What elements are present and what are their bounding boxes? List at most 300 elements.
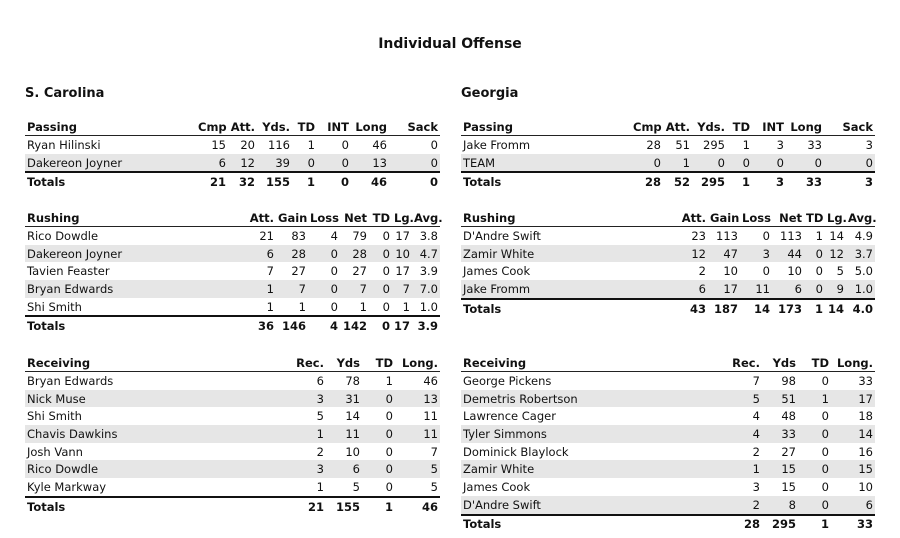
total-cell: 17 <box>392 316 412 335</box>
total-cell: 4.0 <box>846 299 875 318</box>
rushing-table-right <box>461 210 875 317</box>
stat-cell: 0 <box>815 264 823 279</box>
stat-cell: 33 <box>858 373 873 388</box>
stat-cell: 28 <box>276 245 308 263</box>
team-name-left: S. Carolina <box>25 86 105 101</box>
stat-cell: 6 <box>658 280 708 299</box>
column-header: Gain <box>710 211 740 225</box>
total-cell: 33 <box>831 515 875 534</box>
player-name: George Pickens <box>463 373 552 388</box>
stat-cell: 3 <box>740 245 772 263</box>
stat-cell: 13 <box>351 154 389 173</box>
passing-table-left <box>25 119 440 191</box>
stat-cell: 15 <box>831 460 875 478</box>
total-cell: 3 <box>752 172 786 191</box>
stat-cell: 12 <box>228 154 257 173</box>
column-header: Long. <box>831 355 875 372</box>
total-cell: 155 <box>326 497 362 516</box>
column-header: Net <box>340 210 369 227</box>
player-name: Shi Smith <box>27 409 82 424</box>
total-cell: 0 <box>317 172 351 191</box>
column-header: Att. <box>663 119 692 136</box>
stat-cell: 0 <box>362 460 395 478</box>
stat-cell: 10 <box>858 479 873 494</box>
stat-cell: 3.7 <box>846 245 875 263</box>
header-row <box>25 355 440 372</box>
column-header: Passing <box>25 119 196 136</box>
stat-cell: 1 <box>298 299 306 314</box>
table-row <box>25 227 440 245</box>
stat-cell: 9 <box>825 280 846 299</box>
table-row <box>25 245 440 263</box>
stat-cell: 23 <box>691 228 706 243</box>
total-cell: 173 <box>772 299 804 318</box>
stat-cell: 0 <box>821 479 829 494</box>
stat-cell: 12 <box>658 245 708 263</box>
column-header: Gain <box>278 211 308 225</box>
column-header: Long. <box>395 355 440 372</box>
stat-cell: 7 <box>752 373 760 388</box>
stat-cell: 7 <box>276 280 308 298</box>
table-row <box>25 372 440 390</box>
totals-label: Totals <box>461 515 687 534</box>
stat-cell: 17 <box>395 264 410 279</box>
table-row <box>461 136 875 154</box>
stat-cell: 17 <box>831 390 875 408</box>
stat-cell: 0 <box>798 425 831 443</box>
column-header: Sack <box>824 119 875 136</box>
table-row <box>25 443 440 461</box>
stat-cell: 1 <box>251 425 326 443</box>
column-header: Net <box>772 210 804 227</box>
column-header: Receiving <box>25 355 251 372</box>
stat-cell: 6 <box>831 496 875 515</box>
table-row <box>25 298 440 317</box>
stat-cell: 0 <box>804 280 825 299</box>
stat-cell: 20 <box>240 137 255 152</box>
stat-cell: 0 <box>369 280 392 298</box>
stat-cell: 0 <box>762 264 770 279</box>
player-name: Zamir White <box>461 460 687 478</box>
stat-cell: 0 <box>330 299 338 314</box>
total-cell: 0 <box>369 316 392 335</box>
column-header: Avg. <box>848 211 877 225</box>
stat-cell: 27 <box>352 264 367 279</box>
total-cell: 295 <box>692 172 727 191</box>
stat-cell: 15 <box>781 479 796 494</box>
player-name: Jake Fromm <box>461 280 658 299</box>
header-row <box>461 355 875 372</box>
player-name: Rico Dowdle <box>27 228 99 243</box>
column-header: TD <box>362 355 395 372</box>
table-row <box>461 407 875 425</box>
player-name: Demetris Robertson <box>461 390 687 408</box>
player-name: James Cook <box>463 479 531 494</box>
player-name: Lawrence Cager <box>463 409 556 424</box>
header-row <box>25 210 440 227</box>
total-cell: 1 <box>362 497 395 516</box>
stat-cell: 0 <box>798 460 831 478</box>
stat-cell: 0 <box>798 496 831 515</box>
stat-cell: 6 <box>326 460 362 478</box>
stat-cell: 0 <box>752 154 786 173</box>
stat-cell: 1 <box>663 154 692 173</box>
player-name: Tavien Feaster <box>27 264 110 279</box>
column-header: Cmp <box>198 120 227 134</box>
table-row <box>461 460 875 478</box>
stat-cell: 0 <box>362 425 395 443</box>
player-name: Nick Muse <box>25 390 251 408</box>
receiving-table-right <box>461 355 875 533</box>
total-cell: 1 <box>292 172 317 191</box>
stat-cell: 6 <box>316 373 324 388</box>
totals-row <box>461 299 875 318</box>
total-cell: 295 <box>762 515 798 534</box>
total-cell: 1 <box>798 515 831 534</box>
stat-cell: 0 <box>330 264 338 279</box>
stat-cell: 8 <box>762 496 798 515</box>
column-header: Att. <box>228 119 257 136</box>
total-cell: 32 <box>228 172 257 191</box>
stat-cell: 116 <box>268 137 290 152</box>
stat-cell: 4.9 <box>854 228 873 243</box>
table-row <box>461 496 875 515</box>
stat-cell: 14 <box>831 425 875 443</box>
stat-cell: 0 <box>382 264 390 279</box>
column-header: Rec. <box>687 355 762 372</box>
column-header: Att. <box>220 210 276 227</box>
stat-cell: 0 <box>430 137 438 152</box>
stat-cell: 1 <box>316 479 324 494</box>
stat-cell: 10 <box>392 245 412 263</box>
stat-cell: 0 <box>631 154 663 173</box>
stat-cell: 83 <box>291 228 306 243</box>
stat-cell: 10 <box>345 444 360 459</box>
stat-cell: 3 <box>865 137 873 152</box>
table-row <box>25 154 440 173</box>
column-header: Rushing <box>25 210 220 227</box>
stat-cell: 0 <box>317 154 351 173</box>
stat-cell: 3 <box>251 390 326 408</box>
stat-cell: 5 <box>316 409 324 424</box>
total-cell: 146 <box>276 316 308 335</box>
total-cell: 1 <box>804 299 825 318</box>
player-name: Bryan Edwards <box>27 373 114 388</box>
stat-cell: 0 <box>292 154 317 173</box>
total-cell: 28 <box>631 172 663 191</box>
table-row <box>25 425 440 443</box>
player-name: Ryan Hilinski <box>27 137 101 152</box>
stat-cell: 0 <box>821 373 829 388</box>
stat-cell: 5 <box>836 264 844 279</box>
stat-cell: 14 <box>345 409 360 424</box>
column-header: Lg. <box>394 211 414 225</box>
stat-cell: 6 <box>196 154 228 173</box>
stat-cell: 3 <box>776 137 784 152</box>
stat-cell: 11 <box>423 409 438 424</box>
stat-cell: 0 <box>369 245 392 263</box>
column-header: Yds. <box>257 119 292 136</box>
stat-cell: 5 <box>430 479 438 494</box>
totals-label: Totals <box>25 172 196 191</box>
stat-cell: 78 <box>345 373 360 388</box>
table-row <box>25 478 440 497</box>
stat-cell: 5 <box>395 460 440 478</box>
table-row <box>25 407 440 425</box>
totals-label: Totals <box>25 497 251 516</box>
stat-cell: 0 <box>821 409 829 424</box>
stat-cell: 0 <box>389 154 440 173</box>
total-cell: 4 <box>308 316 340 335</box>
stat-cell: 18 <box>858 409 873 424</box>
stat-cell: 1 <box>220 280 276 298</box>
stat-cell: 113 <box>716 228 738 243</box>
column-header: Long <box>351 119 389 136</box>
stat-cell: 98 <box>781 373 796 388</box>
stat-cell: 0 <box>385 479 393 494</box>
stat-cell: 1.0 <box>419 299 438 314</box>
column-header: Sack <box>389 119 440 136</box>
table-row <box>25 262 440 280</box>
stat-cell: 7 <box>266 264 274 279</box>
team-name-right: Georgia <box>461 86 519 101</box>
column-header: Long <box>786 119 824 136</box>
player-name: Rico Dowdle <box>25 460 251 478</box>
stat-cell: 51 <box>762 390 798 408</box>
stat-cell: 47 <box>708 245 740 263</box>
stat-cell: 15 <box>762 460 798 478</box>
player-name: Jake Fromm <box>463 137 531 152</box>
stat-cell: 27 <box>291 264 306 279</box>
stat-cell: 0 <box>308 245 340 263</box>
rushing-table-left <box>25 210 443 335</box>
player-name: TEAM <box>461 154 631 173</box>
stat-cell: 0 <box>385 444 393 459</box>
stat-cell: 2 <box>752 444 760 459</box>
table-row <box>25 460 440 478</box>
totals-row <box>25 172 440 191</box>
player-name: Shi Smith <box>27 299 82 314</box>
stat-cell: 0 <box>727 154 752 173</box>
total-cell: 21 <box>251 497 326 516</box>
stat-cell: 51 <box>675 137 690 152</box>
stat-cell: 1 <box>815 228 823 243</box>
player-name: Tyler Simmons <box>461 425 687 443</box>
stat-cell: 48 <box>781 409 796 424</box>
column-header: INT <box>752 119 786 136</box>
total-cell: 33 <box>786 172 824 191</box>
stat-cell: 5 <box>352 479 360 494</box>
column-header: Yds. <box>692 119 727 136</box>
stat-cell: 113 <box>780 228 802 243</box>
passing-table-right <box>461 119 875 191</box>
stat-cell: 1.0 <box>846 280 875 299</box>
stat-cell: 27 <box>781 444 796 459</box>
table-row <box>461 154 875 173</box>
stat-cell: 7 <box>430 444 438 459</box>
table-row <box>461 227 875 245</box>
stat-cell: 3 <box>251 460 326 478</box>
totals-row <box>25 316 440 335</box>
stat-cell: 31 <box>326 390 362 408</box>
stat-cell: 0 <box>786 154 824 173</box>
total-cell: 0 <box>389 172 440 191</box>
page-title: Individual Offense <box>378 36 522 52</box>
stat-cell: 6 <box>772 280 804 299</box>
stat-cell: 13 <box>395 390 440 408</box>
player-name: Chavis Dawkins <box>25 425 251 443</box>
stat-cell: 0 <box>692 154 727 173</box>
column-header: TD <box>806 211 824 225</box>
column-header: Rushing <box>461 210 658 227</box>
totals-label: Totals <box>461 299 658 318</box>
player-name: D'Andre Swift <box>461 496 687 515</box>
column-header: Rec. <box>251 355 326 372</box>
totals-row <box>461 172 875 191</box>
stat-cell: 4 <box>752 409 760 424</box>
header-row <box>461 210 875 227</box>
stat-cell: 1 <box>359 299 367 314</box>
stat-cell: 4.7 <box>412 245 440 263</box>
stat-cell: 44 <box>772 245 804 263</box>
stat-cell: 28 <box>340 245 369 263</box>
column-header: Loss <box>310 211 339 225</box>
table-row <box>25 136 440 154</box>
stat-cell: 11 <box>326 425 362 443</box>
column-header: TD <box>292 119 317 136</box>
header-row <box>25 119 440 136</box>
column-header: INT <box>317 119 351 136</box>
total-cell: 3 <box>824 172 875 191</box>
table-row <box>25 280 440 298</box>
stat-cell: 0 <box>804 245 825 263</box>
stat-cell: 1 <box>798 390 831 408</box>
table-row <box>461 425 875 443</box>
column-header: Lg. <box>827 211 847 225</box>
stat-cell: 5 <box>687 390 762 408</box>
stat-cell: 46 <box>372 137 387 152</box>
stat-cell: 0 <box>362 390 395 408</box>
column-header: TD <box>727 119 752 136</box>
total-cell: 1 <box>727 172 752 191</box>
table-row <box>461 443 875 461</box>
total-cell: 142 <box>340 316 369 335</box>
total-cell: 14 <box>740 299 772 318</box>
stat-cell: 10 <box>787 264 802 279</box>
player-name: Bryan Edwards <box>25 280 220 298</box>
column-header: Yds <box>326 355 362 372</box>
player-name: Zamir White <box>461 245 658 263</box>
player-name: James Cook <box>463 264 531 279</box>
table-row <box>461 262 875 280</box>
totals-row <box>25 497 440 516</box>
stat-cell: 3.8 <box>419 228 438 243</box>
player-name: Dakereon Joyner <box>25 154 196 173</box>
stat-cell: 1 <box>687 460 762 478</box>
totals-label: Totals <box>461 172 631 191</box>
total-cell: 36 <box>220 316 276 335</box>
stat-cell: 14 <box>829 228 844 243</box>
total-cell: 3.9 <box>412 316 440 335</box>
stat-cell: 1 <box>385 373 393 388</box>
stat-cell: 10 <box>723 264 738 279</box>
total-cell: 187 <box>708 299 740 318</box>
stat-cell: 1 <box>742 137 750 152</box>
stat-cell: 4 <box>330 228 338 243</box>
stat-cell: 16 <box>858 444 873 459</box>
stat-cell: 0 <box>308 280 340 298</box>
table-row <box>461 372 875 390</box>
stat-cell: 5.0 <box>854 264 873 279</box>
stat-cell: 1 <box>266 299 274 314</box>
stat-cell: 0 <box>382 299 390 314</box>
stat-cell: 39 <box>257 154 292 173</box>
stat-cell: 11 <box>740 280 772 299</box>
totals-row <box>461 515 875 534</box>
totals-label: Totals <box>25 316 220 335</box>
total-cell: 14 <box>825 299 846 318</box>
stat-cell: 6 <box>220 245 276 263</box>
receiving-table-left <box>25 355 440 516</box>
table-row <box>461 245 875 263</box>
table-row <box>461 478 875 496</box>
column-header: TD <box>798 355 831 372</box>
stat-cell: 0 <box>824 154 875 173</box>
header-row <box>461 119 875 136</box>
stat-cell: 0 <box>341 137 349 152</box>
total-cell: 52 <box>663 172 692 191</box>
column-header: TD <box>369 210 392 227</box>
player-name: Kyle Markway <box>27 479 107 494</box>
stat-cell: 2 <box>698 264 706 279</box>
stat-cell: 3.9 <box>419 264 438 279</box>
stat-cell: 15 <box>211 137 226 152</box>
stat-cell: 0 <box>385 409 393 424</box>
player-name: D'Andre Swift <box>463 228 541 243</box>
stat-cell: 0 <box>762 228 770 243</box>
stat-cell: 11 <box>395 425 440 443</box>
column-header: Yds <box>762 355 798 372</box>
table-row <box>25 390 440 408</box>
total-cell: 21 <box>196 172 228 191</box>
column-header: Receiving <box>461 355 687 372</box>
stat-cell: 2 <box>316 444 324 459</box>
stat-cell: 7 <box>392 280 412 298</box>
column-header: Passing <box>461 119 631 136</box>
stat-cell: 7 <box>340 280 369 298</box>
column-header: Avg. <box>414 211 443 225</box>
column-header: Loss <box>742 211 771 225</box>
total-cell: 28 <box>687 515 762 534</box>
stat-cell: 3 <box>752 479 760 494</box>
total-cell: 46 <box>351 172 389 191</box>
stat-cell: 4 <box>687 425 762 443</box>
stat-cell: 295 <box>703 137 725 152</box>
stat-cell: 33 <box>762 425 798 443</box>
player-name: Josh Vann <box>27 444 83 459</box>
stat-cell: 17 <box>708 280 740 299</box>
total-cell: 46 <box>395 497 440 516</box>
player-name: Dominick Blaylock <box>463 444 569 459</box>
stat-cell: 33 <box>807 137 822 152</box>
total-cell: 155 <box>257 172 292 191</box>
total-cell: 43 <box>658 299 708 318</box>
stat-cell: 7.0 <box>412 280 440 298</box>
column-header: Cmp <box>633 120 662 134</box>
stat-cell: 79 <box>352 228 367 243</box>
stat-cell: 1 <box>402 299 410 314</box>
stat-cell: 21 <box>259 228 274 243</box>
